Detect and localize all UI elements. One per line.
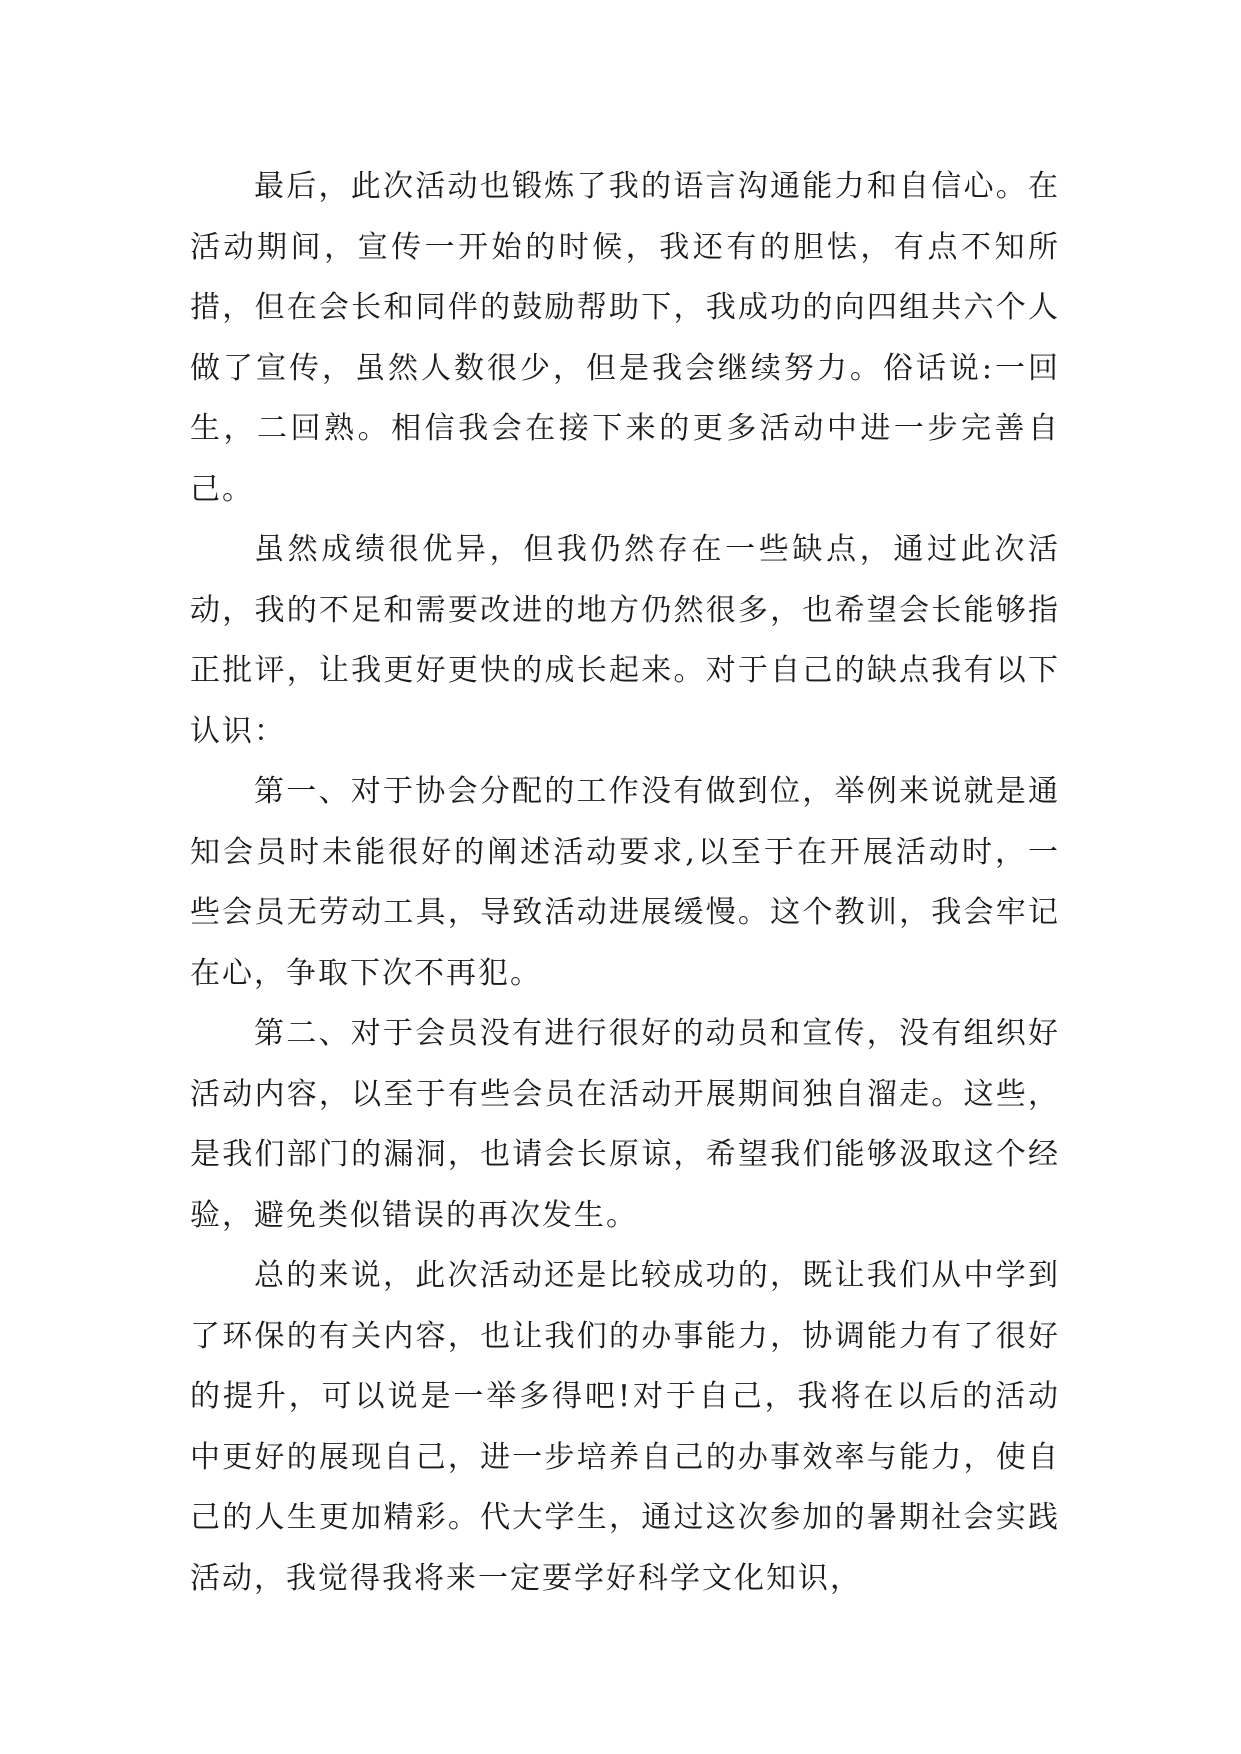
document-body [190,157,1060,1609]
paragraph-second-point: 第二、对于会员没有进行很好的动员和宣传，没有组织好活动内容，以至于有些会员在活动开展期间独自溜走。这些，是我们部门的漏洞，也请会长原谅，希望我们能够汲取这个经验，避免类似错误的再次发生。 [190,1016,1060,1233]
paragraph-first-point: 第一、对于协会分配的工作没有做到位，举例来说就是通知会员时未能很好的阐述活动要求,以至于在开展活动时，一些会员无劳动工具，导致活动进展缓慢。这个教训，我会牢记在心，争取下次不再犯。 [190,774,1060,991]
paragraph-shortcomings-intro: 虽然成绩很优异，但我仍然存在一些缺点，通过此次活动，我的不足和需要改进的地方仍然很多，也希望会长能够指正批评，让我更好更快的成长起来。对于自己的缺点我有以下认识： [190,532,1060,749]
paragraph-closing-confidence: 最后，此次活动也锻炼了我的语言沟通能力和自信心。在活动期间，宣传一开始的时候，我还有的胆怯，有点不知所措，但在会长和同伴的鼓励帮助下，我成功的向四组共六个人做了宣传，虽然人数很少，但是我会继续努力。俗话说:一回生，二回熟。相信我会在接下来的更多活动中进一步完善自己。 [190,169,1060,507]
paragraph-summary: 总的来说，此次活动还是比较成功的，既让我们从中学到了环保的有关内容，也让我们的办事能力，协调能力有了很好的提升，可以说是一举多得吧!对于自己，我将在以后的活动中更好的展现自己，进一步培养自己的办事效率与能力，使自己的人生更加精彩。代大学生，通过这次参加的暑期社会实践活动，我觉得我将来一定要学好科学文化知识， [190,1258,1060,1596]
